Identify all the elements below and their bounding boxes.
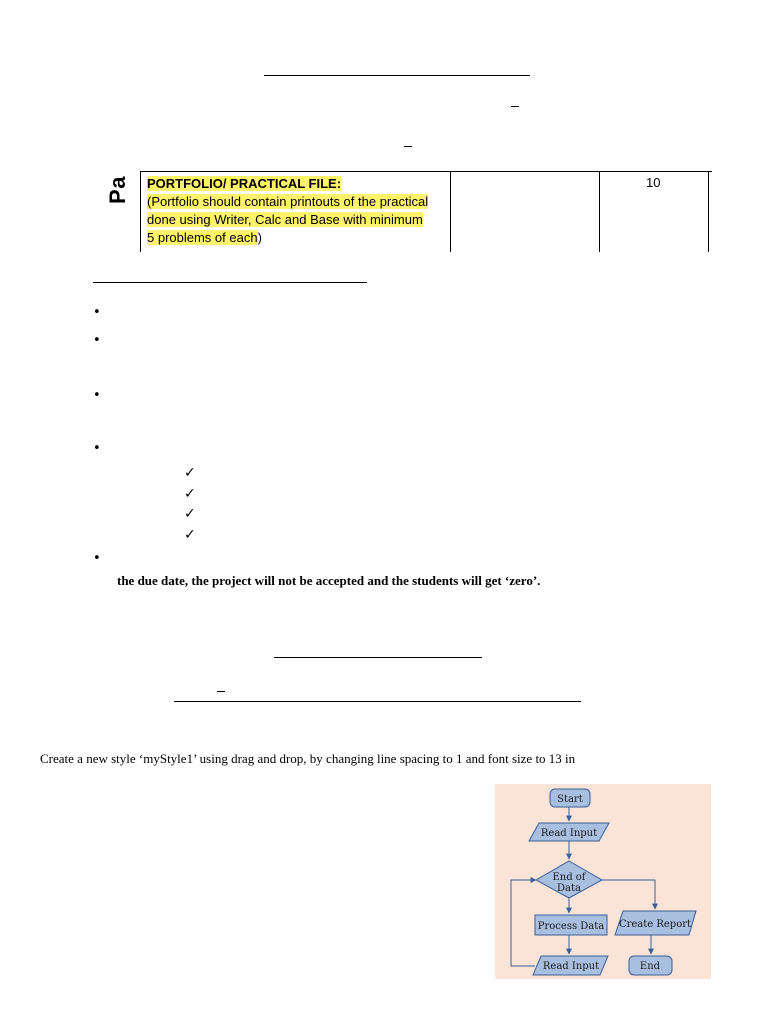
- flowchart-diagram: [495, 784, 711, 979]
- table-col-divider-2: [450, 171, 451, 252]
- portfolio-line-3-tail: ): [257, 230, 262, 245]
- table-top-border: [140, 171, 712, 172]
- heading-underline-1: [264, 75, 530, 76]
- flow-read-input-2-label: Read Input: [542, 961, 600, 972]
- bullet-1: •: [93, 305, 101, 320]
- portfolio-line-1: (Portfolio should contain printouts of the practical: [147, 194, 429, 209]
- flow-report-label: Create Report: [618, 919, 692, 930]
- table-col-divider-3: [599, 171, 600, 252]
- flow-decision-label-1: End of: [552, 872, 586, 883]
- portfolio-line-3: 5 problems of each: [147, 230, 258, 245]
- flow-process-label: Process Data: [537, 921, 605, 932]
- flow-decision-label-2: Data: [557, 883, 581, 894]
- table-col-divider-1: [140, 171, 141, 252]
- bullet-5: •: [93, 551, 101, 566]
- flow-start-label: Start: [557, 794, 583, 805]
- underscore-mark-2: [404, 146, 412, 147]
- heading-underline-3: [174, 701, 581, 702]
- portfolio-table: [100, 160, 712, 252]
- underscore-mark-1: [511, 106, 519, 107]
- instruction-text: Create a new style ‘myStyle1’ using drag and drop, by changing line spacing to 1 and font size to 13 in: [40, 751, 576, 766]
- bullet-4: •: [93, 441, 101, 456]
- arrow-decision-to-report: [602, 880, 655, 909]
- checkmark-2: ✓: [184, 486, 196, 502]
- flow-read-input-label: Read Input: [540, 828, 598, 839]
- due-date-warning: the due date, the project will not be accepted and the students will get ‘zero’.: [117, 573, 541, 588]
- heading-underline-2: [274, 657, 482, 658]
- checkmark-1: ✓: [184, 465, 196, 481]
- checkmark-4: ✓: [184, 527, 196, 543]
- portfolio-heading: PORTFOLIO/ PRACTICAL FILE:: [147, 176, 342, 191]
- portfolio-cell: [147, 175, 449, 247]
- bullet-3: •: [93, 388, 101, 403]
- flow-end-label: End: [639, 961, 661, 972]
- checkmark-3: ✓: [184, 506, 196, 522]
- bullet-2: •: [93, 333, 101, 348]
- portfolio-marks: 10: [646, 175, 661, 190]
- underscore-mark-3: [217, 691, 225, 692]
- portfolio-line-2: done using Writer, Calc and Base with minimum: [147, 212, 423, 227]
- arrow-loop-back: [511, 880, 536, 966]
- table-col-divider-4: [708, 171, 709, 252]
- section-underline: [93, 282, 367, 283]
- table-side-label: Pa: [104, 176, 130, 204]
